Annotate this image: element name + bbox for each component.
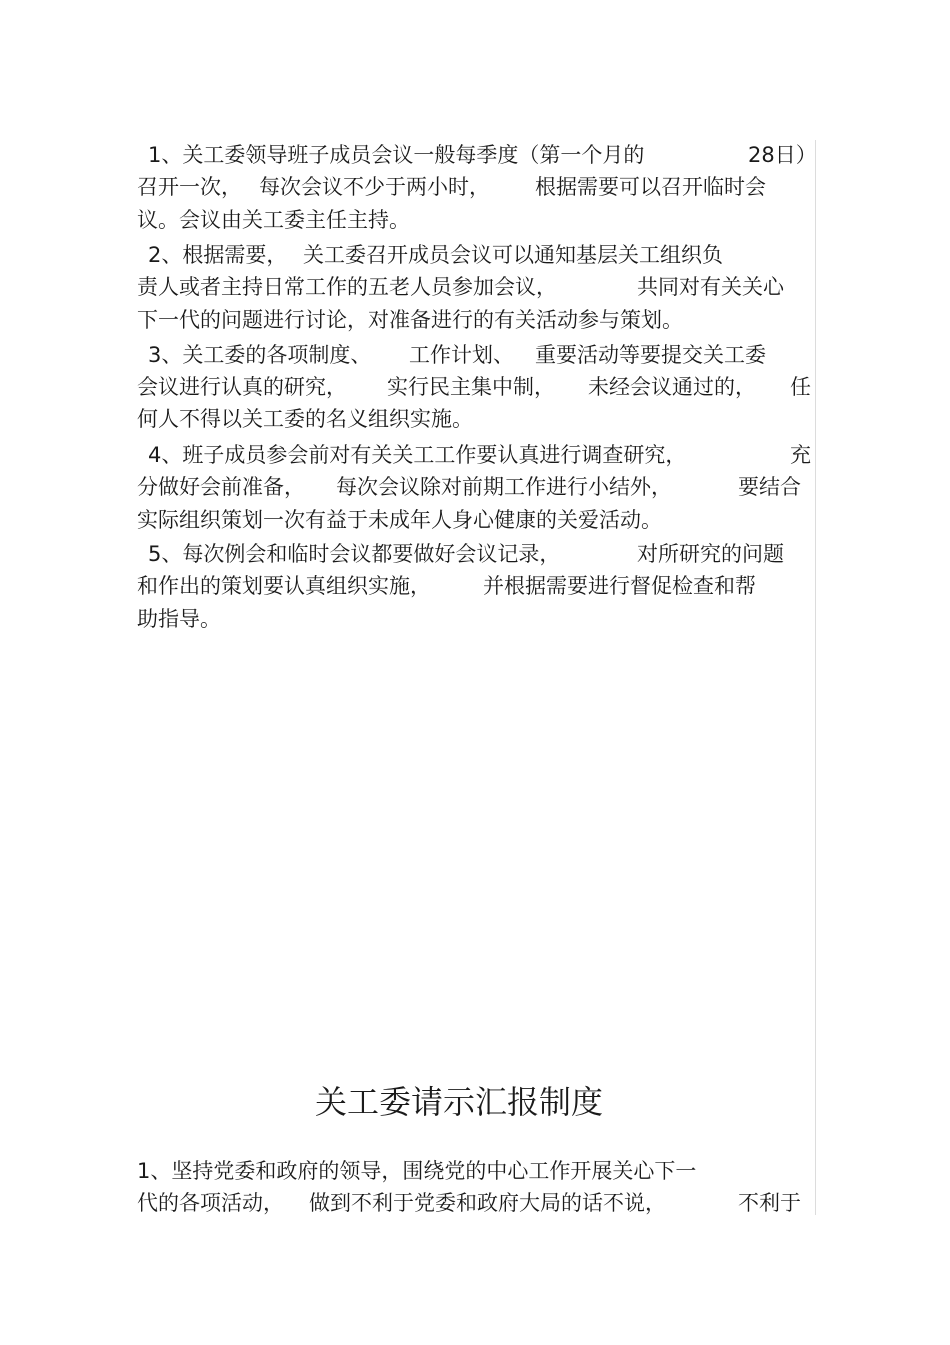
paragraph-line: 代的各项活动， — [137, 1191, 284, 1215]
paragraph-line: 重要活动等要提交关工委 — [535, 343, 766, 367]
paragraph-line: 和作出的策划要认真组织实施， — [137, 574, 431, 598]
paragraph-line: 召开一次， — [137, 175, 242, 199]
paragraph-line: 关工委召开成员会议可以通知基层关工组织负 — [303, 243, 723, 267]
paragraph-line: 1、关工委领导班子成员会议一般每季度（第一个月的 — [148, 143, 645, 167]
paragraph-line: 会议进行认真的研究， — [137, 375, 347, 399]
section-title: 关工委请示汇报制度 — [314, 1083, 603, 1121]
paragraph-line: 4、班子成员参会前对有关关工工作要认真进行调查研究， — [148, 443, 687, 467]
paragraph-line: 不利于 — [738, 1191, 801, 1215]
paragraph-line: 并根据需要进行督促检查和帮 — [483, 574, 756, 598]
paragraph-line: 要结合 — [738, 475, 801, 499]
paragraph-line: 责人或者主持日常工作的五老人员参加会议， — [137, 275, 557, 299]
paragraph-line: 实行民主集中制， — [387, 375, 555, 399]
page-edge-rule — [815, 140, 816, 1215]
paragraph-line: 议。会议由关工委主任主持。 — [137, 208, 410, 232]
paragraph-line: 做到不利于党委和政府大局的话不说， — [309, 1191, 666, 1215]
paragraph-line: 3、关工委的各项制度、 — [148, 343, 372, 367]
paragraph-line: 根据需要可以召开临时会 — [535, 175, 766, 199]
paragraph-line: 分做好会前准备， — [137, 475, 305, 499]
paragraph-line: 每次会议不少于两小时， — [259, 175, 490, 199]
paragraph-line: 实际组织策划一次有益于未成年人身心健康的关爱活动。 — [137, 508, 662, 532]
paragraph-line: 任 — [790, 375, 811, 399]
paragraph-line: 5、每次例会和临时会议都要做好会议记录， — [148, 542, 561, 566]
paragraph-line: 未经会议通过的， — [588, 375, 756, 399]
paragraph-line: 下一代的问题进行讨论，对准备进行的有关活动参与策划。 — [137, 308, 683, 332]
paragraph-line: 何人不得以关工委的名义组织实施。 — [137, 407, 473, 431]
paragraph-line: 28日） — [748, 143, 817, 167]
paragraph-line: 共同对有关关心 — [637, 275, 784, 299]
paragraph-line: 工作计划、 — [409, 343, 514, 367]
paragraph-line: 对所研究的问题 — [637, 542, 784, 566]
paragraph-line: 1、坚持党委和政府的领导，围绕党的中心工作开展关心下一 — [137, 1159, 697, 1183]
paragraph-line: 每次会议除对前期工作进行小结外， — [336, 475, 672, 499]
paragraph-line: 助指导。 — [137, 607, 221, 631]
paragraph-line: 充 — [790, 443, 811, 467]
paragraph-line: 2、根据需要， — [148, 243, 288, 267]
